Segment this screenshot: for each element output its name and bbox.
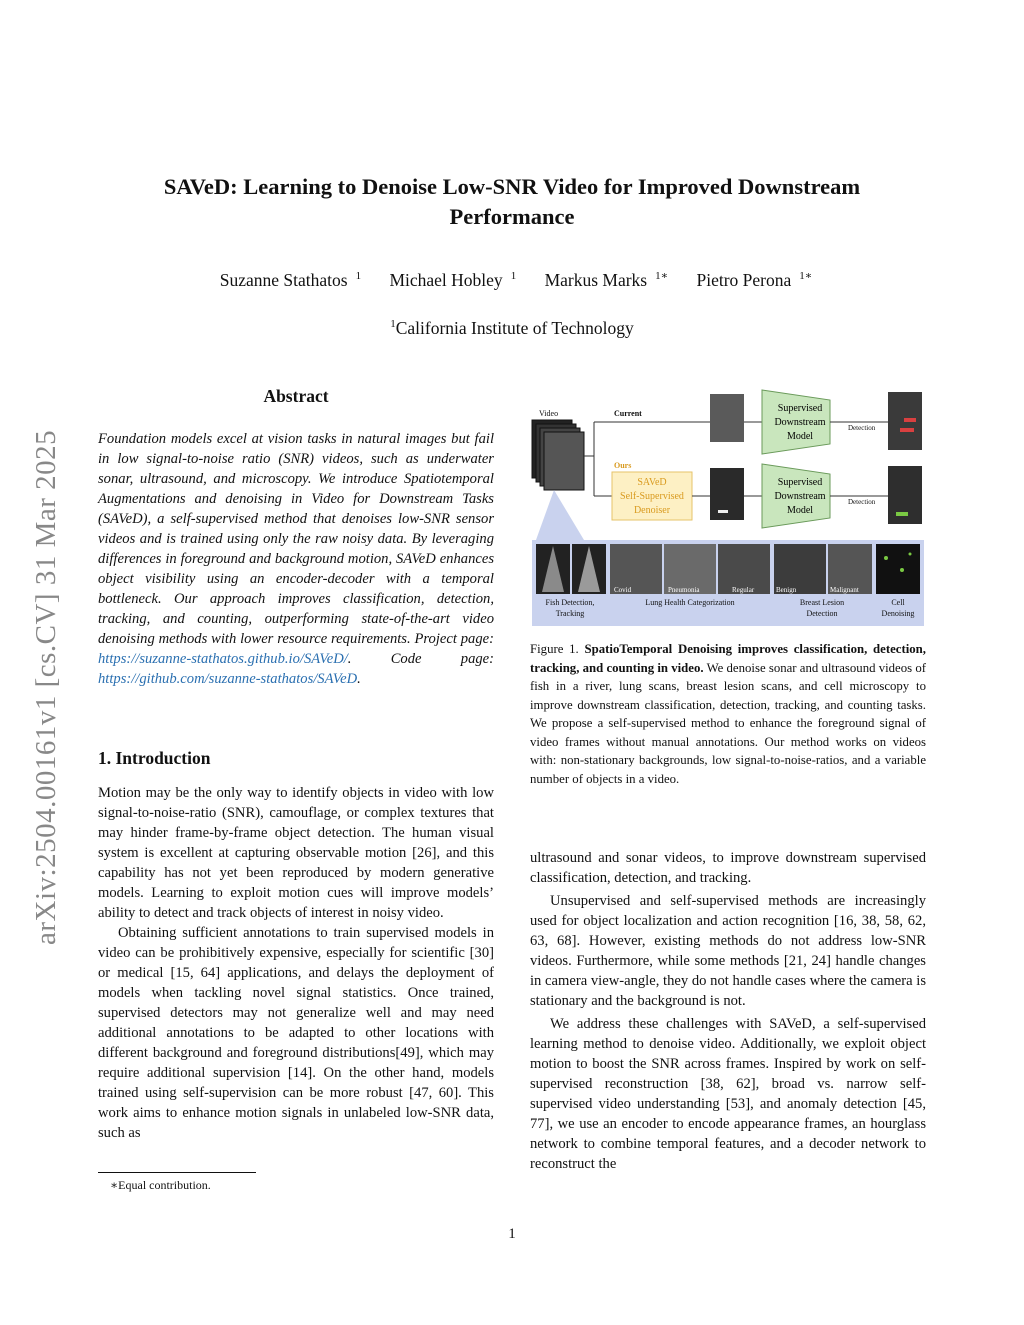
thumb-label: Covid — [614, 586, 632, 594]
author — [537, 270, 669, 290]
author-name: Markus Marks — [544, 270, 648, 290]
group-label: Cell — [891, 598, 905, 607]
author-sup: 1 — [355, 270, 362, 283]
group-label: Detection — [806, 609, 838, 618]
group-label: Lung Health Categorization — [645, 598, 735, 607]
expansion-wedge — [536, 490, 584, 540]
section-heading-introduction: 1. Introduction — [98, 748, 211, 768]
abstract-text: Foundation models excel at vision tasks in natural images but fail in low signal-to-noise ratio (SNR) videos, such as underwater sonar, ultrasound, and microscopy. We introduce Spatiotemporal Augmentations and denoising in Video for Downstream Tasks (SAVeD), a self-supervised method that denoises low-SNR sensor videos and is trained using only the raw noisy data. By leveraging differences in foreground and background motion, SAVeD enhances object visibility using an encoder-decoder with a temporal bottleneck. Our approach improves classification, detection, tracking, and counting, outperforming state-of-the-art video denoising methods with lower resource requirements. — [98, 431, 494, 647]
author — [381, 270, 516, 290]
author-sup: 1 — [510, 270, 517, 283]
author-sup: 1∗ — [799, 270, 813, 283]
thumb-label: Malignant — [830, 586, 859, 594]
ours-label: Ours — [614, 461, 632, 470]
author-sup: 1∗ — [655, 270, 669, 283]
denoiser-text: Self-Supervised — [620, 491, 684, 502]
page-number: 1 — [508, 1226, 516, 1242]
cell-dot — [909, 553, 912, 556]
video-label: Video — [539, 409, 559, 418]
author — [212, 270, 361, 290]
intro-paragraph-1: Motion may be the only way to identify objects in video with low signal-to-noise-ratio (SNR), camouflage, or complex textures that may hinder frame-by-frame object detection. The human visual system is excellent at capturing observable motion [26], and this capability has not yet been reproduced by modern generative models. Learning to exploit motion cues will improve models’ ability to detect and track objects of interest in noisy video. — [98, 785, 494, 921]
group-label: Fish Detection, — [545, 598, 595, 607]
group-label: Breast Lesion — [799, 598, 845, 607]
detection-label: Detection — [848, 424, 876, 432]
affiliation-name: California Institute of Technology — [395, 318, 634, 338]
thumb-label: Benign — [776, 586, 797, 594]
intro-paragraph-5: We address these challenges with SAVeD, a self-supervised learning method to denoise video. Additionally, we exploit object motion to boost the SNR across frames. Inspired by work on self-supervised reconstruction [38, 62], broad vs. narrow self-supervised video understanding [53], and anomaly detection [45, 77], we use an encoder to encode appearance frames, an hourglass network to combine temporal features, and a decoder network to reconstruct the — [530, 1016, 926, 1172]
cell-dot — [884, 556, 888, 560]
abstract-body: Foundation models excel at vision tasks in natural images but fail in low signal-to-noise ratio (SNR) videos, such as underwater sonar, ultrasound, and microscopy. We introduce Spatiotemporal Augmentations and denoising in Video for Downstream Tasks (SAVeD), a self-supervised method that denoises low-SNR sensor videos and is trained using only the raw noisy data. By leveraging differences in foreground and background motion, SAVeD enhances object visibility using an encoder-decoder with a temporal bottleneck. Our approach improves classification, detection, tracking, and counting, outperforming state-of-the-art video denoising methods with lower resource requirements. Project page: https://suzanne-stathatos.github.io/SAVeD/. Code page: https://github.com/suzanne-stathatos/SAVeD. — [98, 431, 494, 687]
video-frame — [544, 432, 584, 490]
project-page-label: Project page: — [414, 631, 494, 647]
caption-label: Figure 1. — [530, 642, 579, 656]
footnote-rule — [98, 1172, 256, 1173]
thumb-label: Pneumonia — [668, 586, 700, 594]
detection-box — [904, 418, 916, 422]
denoiser-text: Denoiser — [633, 505, 671, 516]
model-text: Downstream — [774, 491, 826, 502]
title-line-2: Performance — [449, 204, 575, 229]
model-text: Supervised — [777, 477, 823, 488]
denoiser-text: SAVeD — [637, 477, 667, 488]
detection-box — [896, 512, 908, 516]
current-frame-image — [710, 394, 744, 442]
footnote: ∗Equal contribution. — [110, 1178, 211, 1192]
figure-1-caption — [530, 640, 926, 788]
author-name: Suzanne Stathatos — [219, 270, 348, 290]
arxiv-sidebar: arXiv:2504.00161v1 [cs.CV] 31 Mar 2025 — [30, 429, 62, 945]
denoised-object — [718, 510, 728, 513]
caption-text: We denoise sonar and ultrasound videos of fish in a river, lung scans, breast lesion scans, and cell microscopy to improve downstream classification, detection, tracking, and counting tasks. We propose a self-supervised method to enhance the foreground signal of video frames without manual annotations. Our method works on videos with: non-stationary backgrounds, low signal-to-noise-ratios, and a variable number of objects in a video. — [530, 660, 926, 786]
project-page-link[interactable]: https://suzanne-stathatos.github.io/SAVeD/ — [98, 651, 348, 667]
model-text: Model — [786, 431, 814, 442]
group-label: Tracking — [555, 609, 585, 618]
code-page-label: Code page: — [390, 651, 494, 667]
intro-paragraph-3: ultrasound and sonar videos, to improve downstream supervised classification, detection, and tracking. — [530, 850, 926, 886]
author-name: Michael Hobley — [389, 270, 503, 290]
group-label: Denoising — [881, 609, 915, 618]
author-name: Pietro Perona — [696, 270, 792, 290]
figure-1 — [530, 386, 926, 626]
detection-box — [900, 428, 914, 432]
title-line-1: SAVeD: Learning to Denoise Low-SNR Video for Improved Downstream — [163, 174, 861, 199]
author-list — [100, 270, 924, 291]
model-text: Model — [786, 505, 814, 516]
affiliation — [100, 318, 924, 339]
figure-1-diagram — [530, 386, 926, 626]
detection-label: Detection — [848, 498, 876, 506]
author — [688, 270, 812, 290]
abstract-heading: Abstract — [263, 386, 329, 406]
cell-dot — [900, 568, 904, 572]
current-label: Current — [614, 409, 642, 418]
thumb-label: Regular — [732, 586, 755, 594]
intro-paragraph-4: Unsupervised and self-supervised methods are increasingly used for object localization and action recognition [16, 38, 58, 62, 63, 68]. However, existing methods do not address low-SNR videos. Furthermore, while some methods [21, 24] handle changes in camera view-angle, they do not handle cases where the camera is stationary and the background is not. — [530, 893, 926, 1009]
right-column-body — [530, 848, 926, 1174]
intro-paragraph-2: Obtaining sufficient annotations to train supervised models in video can be prohibitively expensive, especially for scientific [30] or medical [15, 64] applications, and delays the deployment of models when tackling novel signal statistics. Once trained, supervised detectors may not generalize well and may need additional annotations to be adapted to other locations with different background and foreground distributions[49], which may require additional supervision [14]. On the other hand, models trained using self-supervision can be more robust [47, 60]. This work aims to enhance motion signals in unlabeled low-SNR data, such as — [98, 925, 494, 1141]
caption-bold: SpatioTemporal Denoising improves classification, detection, tracking, and counting in video. — [530, 642, 926, 675]
affiliation-sup: 1 — [390, 318, 396, 331]
left-column-body — [98, 783, 494, 1143]
model-text: Supervised — [777, 403, 823, 414]
code-page-link[interactable]: https://github.com/suzanne-stathatos/SAVeD — [98, 671, 358, 687]
model-text: Downstream — [774, 417, 826, 428]
cell-thumb — [876, 544, 920, 594]
paper-title — [100, 172, 924, 232]
